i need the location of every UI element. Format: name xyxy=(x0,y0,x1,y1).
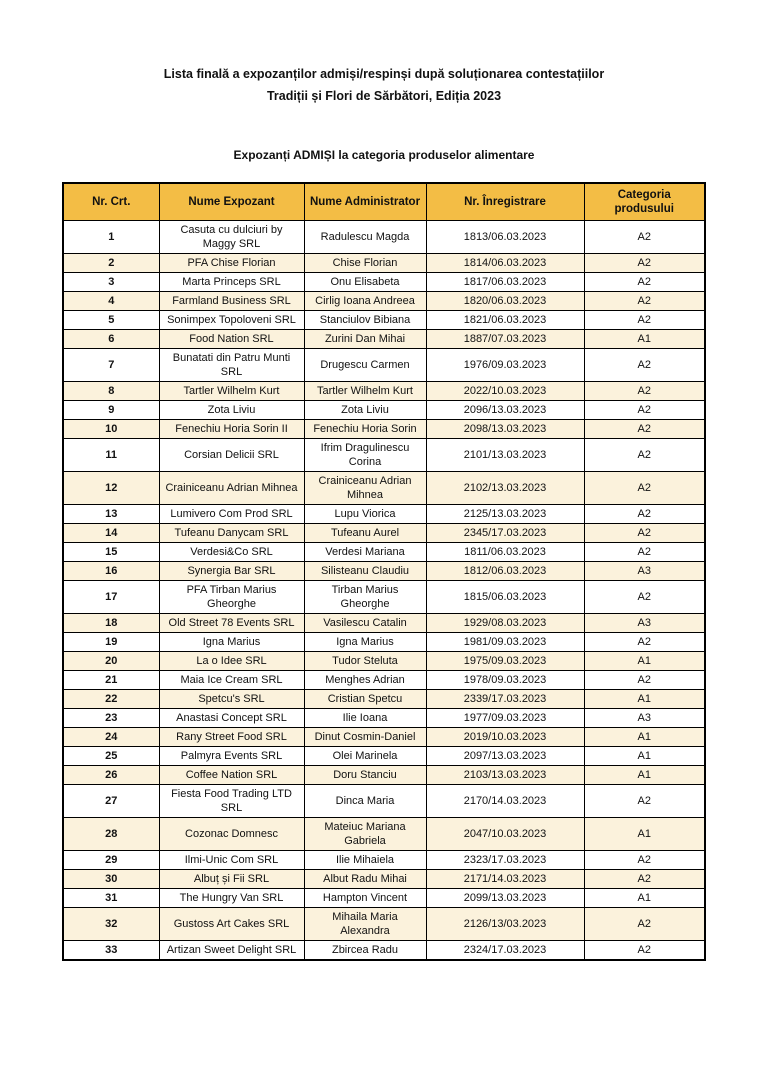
exhibitor-name-cell: Albuț și Fii SRL xyxy=(159,870,304,889)
registration-number-cell: 1814/06.03.2023 xyxy=(426,254,584,273)
table-row xyxy=(63,505,705,524)
row-number-cell: 3 xyxy=(63,273,159,292)
product-category-cell: A2 xyxy=(584,292,705,311)
row-number-cell: 27 xyxy=(63,785,159,818)
title-line-2: Tradiții și Flori de Sărbători, Ediția 2023 xyxy=(266,89,502,103)
product-category-cell: A3 xyxy=(584,709,705,728)
row-number-cell: 21 xyxy=(63,671,159,690)
registration-number-cell: 2324/17.03.2023 xyxy=(426,941,584,961)
exhibitor-name-cell: Spetcu's SRL xyxy=(159,690,304,709)
product-category-cell: A1 xyxy=(584,728,705,747)
header-nr-inregistrare: Nr. Înregistrare xyxy=(426,183,584,221)
row-number-cell: 29 xyxy=(63,851,159,870)
product-category-cell: A2 xyxy=(584,420,705,439)
table-row xyxy=(63,941,705,961)
table-row xyxy=(63,254,705,273)
exhibitor-name-cell: Food Nation SRL xyxy=(159,330,304,349)
row-number-cell: 9 xyxy=(63,401,159,420)
administrator-name-cell: Verdesi Mariana xyxy=(304,543,426,562)
product-category-cell: A2 xyxy=(584,941,705,961)
product-category-cell: A2 xyxy=(584,401,705,420)
exhibitor-name-cell: Corsian Delicii SRL xyxy=(159,439,304,472)
product-category-cell: A2 xyxy=(584,524,705,543)
exhibitor-name-cell: Gustoss Art Cakes SRL xyxy=(159,908,304,941)
product-category-cell: A2 xyxy=(584,254,705,273)
registration-number-cell: 2170/14.03.2023 xyxy=(426,785,584,818)
table-row xyxy=(63,382,705,401)
product-category-cell: A2 xyxy=(584,505,705,524)
header-nume-expozant: Nume Expozant xyxy=(159,183,304,221)
registration-number-cell: 1978/09.03.2023 xyxy=(426,671,584,690)
table-row xyxy=(63,614,705,633)
administrator-name-cell: Ilie Ioana xyxy=(304,709,426,728)
row-number-cell: 15 xyxy=(63,543,159,562)
exhibitor-name-cell: Old Street 78 Events SRL xyxy=(159,614,304,633)
administrator-name-cell: Albut Radu Mihai xyxy=(304,870,426,889)
registration-number-cell: 1820/06.03.2023 xyxy=(426,292,584,311)
product-category-cell: A2 xyxy=(584,472,705,505)
row-number-cell: 25 xyxy=(63,747,159,766)
row-number-cell: 28 xyxy=(63,818,159,851)
exhibitor-name-cell: PFA Tirban Marius Gheorghe xyxy=(159,581,304,614)
registration-number-cell: 1981/09.03.2023 xyxy=(426,633,584,652)
exhibitor-name-cell: Ilmi-Unic Com SRL xyxy=(159,851,304,870)
table-row xyxy=(63,652,705,671)
product-category-cell: A1 xyxy=(584,818,705,851)
table-header xyxy=(63,183,705,221)
table-row xyxy=(63,766,705,785)
row-number-cell: 12 xyxy=(63,472,159,505)
registration-number-cell: 1815/06.03.2023 xyxy=(426,581,584,614)
exhibitor-name-cell: Synergia Bar SRL xyxy=(159,562,304,581)
row-number-cell: 19 xyxy=(63,633,159,652)
administrator-name-cell: Tudor Steluta xyxy=(304,652,426,671)
administrator-name-cell: Tartler Wilhelm Kurt xyxy=(304,382,426,401)
registration-number-cell: 1817/06.03.2023 xyxy=(426,273,584,292)
table-row xyxy=(63,292,705,311)
product-category-cell: A2 xyxy=(584,382,705,401)
row-number-cell: 8 xyxy=(63,382,159,401)
table-row xyxy=(63,420,705,439)
title-line-1: Lista finală a expozanților admiși/respinși după soluționarea contestațiilor xyxy=(163,67,605,81)
administrator-name-cell: Dinut Cosmin-Daniel xyxy=(304,728,426,747)
administrator-name-cell: Radulescu Magda xyxy=(304,221,426,254)
product-category-cell: A2 xyxy=(584,273,705,292)
administrator-name-cell: Ifrim Dragulinescu Corina xyxy=(304,439,426,472)
exhibitor-name-cell: Sonimpex Topoloveni SRL xyxy=(159,311,304,330)
administrator-name-cell: Vasilescu Catalin xyxy=(304,614,426,633)
table-row xyxy=(63,889,705,908)
exhibitor-name-cell: Coffee Nation SRL xyxy=(159,766,304,785)
product-category-cell: A2 xyxy=(584,439,705,472)
registration-number-cell: 2097/13.03.2023 xyxy=(426,747,584,766)
administrator-name-cell: Lupu Viorica xyxy=(304,505,426,524)
table-row xyxy=(63,671,705,690)
administrator-name-cell: Tirban Marius Gheorghe xyxy=(304,581,426,614)
product-category-cell: A1 xyxy=(584,747,705,766)
table-row xyxy=(63,690,705,709)
administrator-name-cell: Dinca Maria xyxy=(304,785,426,818)
table-row xyxy=(63,709,705,728)
registration-number-cell: 2096/13.03.2023 xyxy=(426,401,584,420)
document-title xyxy=(0,63,768,107)
exhibitor-name-cell: Lumivero Com Prod SRL xyxy=(159,505,304,524)
registration-number-cell: 2323/17.03.2023 xyxy=(426,851,584,870)
header-nr-crt: Nr. Crt. xyxy=(63,183,159,221)
row-number-cell: 31 xyxy=(63,889,159,908)
row-number-cell: 26 xyxy=(63,766,159,785)
exhibitor-name-cell: PFA Chise Florian xyxy=(159,254,304,273)
product-category-cell: A1 xyxy=(584,652,705,671)
product-category-cell: A1 xyxy=(584,330,705,349)
exhibitor-name-cell: The Hungry Van SRL xyxy=(159,889,304,908)
row-number-cell: 11 xyxy=(63,439,159,472)
registration-number-cell: 1812/06.03.2023 xyxy=(426,562,584,581)
exhibitor-name-cell: Bunatati din Patru Munti SRL xyxy=(159,349,304,382)
table-row xyxy=(63,851,705,870)
table-row xyxy=(63,581,705,614)
exhibitor-name-cell: Tufeanu Danycam SRL xyxy=(159,524,304,543)
table-row xyxy=(63,311,705,330)
table-row xyxy=(63,562,705,581)
registration-number-cell: 2098/13.03.2023 xyxy=(426,420,584,439)
row-number-cell: 7 xyxy=(63,349,159,382)
administrator-name-cell: Zurini Dan Mihai xyxy=(304,330,426,349)
administrator-name-cell: Hampton Vincent xyxy=(304,889,426,908)
table-row xyxy=(63,543,705,562)
registration-number-cell: 2102/13.03.2023 xyxy=(426,472,584,505)
registration-number-cell: 1813/06.03.2023 xyxy=(426,221,584,254)
administrator-name-cell: Cristian Spetcu xyxy=(304,690,426,709)
registration-number-cell: 2022/10.03.2023 xyxy=(426,382,584,401)
product-category-cell: A2 xyxy=(584,311,705,330)
product-category-cell: A2 xyxy=(584,785,705,818)
administrator-name-cell: Zota Liviu xyxy=(304,401,426,420)
exhibitor-name-cell: La o Idee SRL xyxy=(159,652,304,671)
row-number-cell: 2 xyxy=(63,254,159,273)
row-number-cell: 16 xyxy=(63,562,159,581)
product-category-cell: A2 xyxy=(584,908,705,941)
administrator-name-cell: Drugescu Carmen xyxy=(304,349,426,382)
table-row xyxy=(63,439,705,472)
product-category-cell: A2 xyxy=(584,221,705,254)
product-category-cell: A1 xyxy=(584,889,705,908)
exhibitor-name-cell: Rany Street Food SRL xyxy=(159,728,304,747)
row-number-cell: 6 xyxy=(63,330,159,349)
row-number-cell: 17 xyxy=(63,581,159,614)
exhibitor-name-cell: Maia Ice Cream SRL xyxy=(159,671,304,690)
administrator-name-cell: Tufeanu Aurel xyxy=(304,524,426,543)
administrator-name-cell: Silisteanu Claudiu xyxy=(304,562,426,581)
row-number-cell: 13 xyxy=(63,505,159,524)
table-row xyxy=(63,818,705,851)
registration-number-cell: 2019/10.03.2023 xyxy=(426,728,584,747)
exhibitor-name-cell: Palmyra Events SRL xyxy=(159,747,304,766)
table-row xyxy=(63,633,705,652)
product-category-cell: A1 xyxy=(584,766,705,785)
row-number-cell: 4 xyxy=(63,292,159,311)
administrator-name-cell: Ilie Mihaiela xyxy=(304,851,426,870)
administrator-name-cell: Doru Stanciu xyxy=(304,766,426,785)
exhibitor-name-cell: Crainiceanu Adrian Mihnea xyxy=(159,472,304,505)
exhibitor-name-cell: Farmland Business SRL xyxy=(159,292,304,311)
table-row xyxy=(63,785,705,818)
administrator-name-cell: Chise Florian xyxy=(304,254,426,273)
table-header-row xyxy=(63,183,705,221)
table-row xyxy=(63,747,705,766)
exhibitor-name-cell: Zota Liviu xyxy=(159,401,304,420)
table-row xyxy=(63,728,705,747)
exhibitor-name-cell: Verdesi&Co SRL xyxy=(159,543,304,562)
administrator-name-cell: Onu Elisabeta xyxy=(304,273,426,292)
exhibitor-name-cell: Artizan Sweet Delight SRL xyxy=(159,941,304,961)
exhibitors-table xyxy=(62,182,706,961)
registration-number-cell: 2101/13.03.2023 xyxy=(426,439,584,472)
row-number-cell: 20 xyxy=(63,652,159,671)
product-category-cell: A2 xyxy=(584,349,705,382)
table-row xyxy=(63,330,705,349)
product-category-cell: A2 xyxy=(584,633,705,652)
table-row xyxy=(63,221,705,254)
product-category-cell: A1 xyxy=(584,690,705,709)
table-row xyxy=(63,401,705,420)
table-row xyxy=(63,273,705,292)
registration-number-cell: 2125/13.03.2023 xyxy=(426,505,584,524)
table-row xyxy=(63,870,705,889)
registration-number-cell: 1977/09.03.2023 xyxy=(426,709,584,728)
row-number-cell: 14 xyxy=(63,524,159,543)
exhibitor-name-cell: Casuta cu dulciuri by Maggy SRL xyxy=(159,221,304,254)
table-body xyxy=(63,221,705,961)
registration-number-cell: 1811/06.03.2023 xyxy=(426,543,584,562)
administrator-name-cell: Mateiuc Mariana Gabriela xyxy=(304,818,426,851)
exhibitor-name-cell: Fiesta Food Trading LTD SRL xyxy=(159,785,304,818)
registration-number-cell: 2047/10.03.2023 xyxy=(426,818,584,851)
administrator-name-cell: Crainiceanu Adrian Mihnea xyxy=(304,472,426,505)
row-number-cell: 18 xyxy=(63,614,159,633)
row-number-cell: 24 xyxy=(63,728,159,747)
registration-number-cell: 1929/08.03.2023 xyxy=(426,614,584,633)
registration-number-cell: 1821/06.03.2023 xyxy=(426,311,584,330)
administrator-name-cell: Menghes Adrian xyxy=(304,671,426,690)
exhibitor-name-cell: Cozonac Domnesc xyxy=(159,818,304,851)
registration-number-cell: 2171/14.03.2023 xyxy=(426,870,584,889)
row-number-cell: 5 xyxy=(63,311,159,330)
registration-number-cell: 1975/09.03.2023 xyxy=(426,652,584,671)
table-row xyxy=(63,472,705,505)
exhibitor-name-cell: Marta Princeps SRL xyxy=(159,273,304,292)
registration-number-cell: 2126/13/03.2023 xyxy=(426,908,584,941)
registration-number-cell: 2103/13.03.2023 xyxy=(426,766,584,785)
exhibitor-name-cell: Igna Marius xyxy=(159,633,304,652)
product-category-cell: A2 xyxy=(584,870,705,889)
administrator-name-cell: Fenechiu Horia Sorin xyxy=(304,420,426,439)
registration-number-cell: 1976/09.03.2023 xyxy=(426,349,584,382)
registration-number-cell: 2345/17.03.2023 xyxy=(426,524,584,543)
registration-number-cell: 2099/13.03.2023 xyxy=(426,889,584,908)
administrator-name-cell: Cirlig Ioana Andreea xyxy=(304,292,426,311)
administrator-name-cell: Olei Marinela xyxy=(304,747,426,766)
row-number-cell: 23 xyxy=(63,709,159,728)
administrator-name-cell: Igna Marius xyxy=(304,633,426,652)
product-category-cell: A3 xyxy=(584,562,705,581)
table-row xyxy=(63,349,705,382)
row-number-cell: 33 xyxy=(63,941,159,961)
row-number-cell: 30 xyxy=(63,870,159,889)
row-number-cell: 1 xyxy=(63,221,159,254)
product-category-cell: A2 xyxy=(584,671,705,690)
registration-number-cell: 2339/17.03.2023 xyxy=(426,690,584,709)
row-number-cell: 10 xyxy=(63,420,159,439)
product-category-cell: A2 xyxy=(584,851,705,870)
section-subtitle: Expozanți ADMIȘI la categoria produselor alimentare xyxy=(233,148,535,162)
exhibitor-name-cell: Anastasi Concept SRL xyxy=(159,709,304,728)
header-categoria-produsului: Categoria produsului xyxy=(584,183,705,221)
row-number-cell: 32 xyxy=(63,908,159,941)
administrator-name-cell: Mihaila Maria Alexandra xyxy=(304,908,426,941)
header-nume-administrator: Nume Administrator xyxy=(304,183,426,221)
product-category-cell: A2 xyxy=(584,543,705,562)
product-category-cell: A3 xyxy=(584,614,705,633)
row-number-cell: 22 xyxy=(63,690,159,709)
exhibitor-name-cell: Fenechiu Horia Sorin II xyxy=(159,420,304,439)
table-row xyxy=(63,524,705,543)
table-row xyxy=(63,908,705,941)
administrator-name-cell: Stanciulov Bibiana xyxy=(304,311,426,330)
exhibitor-name-cell: Tartler Wilhelm Kurt xyxy=(159,382,304,401)
product-category-cell: A2 xyxy=(584,581,705,614)
registration-number-cell: 1887/07.03.2023 xyxy=(426,330,584,349)
administrator-name-cell: Zbircea Radu xyxy=(304,941,426,961)
